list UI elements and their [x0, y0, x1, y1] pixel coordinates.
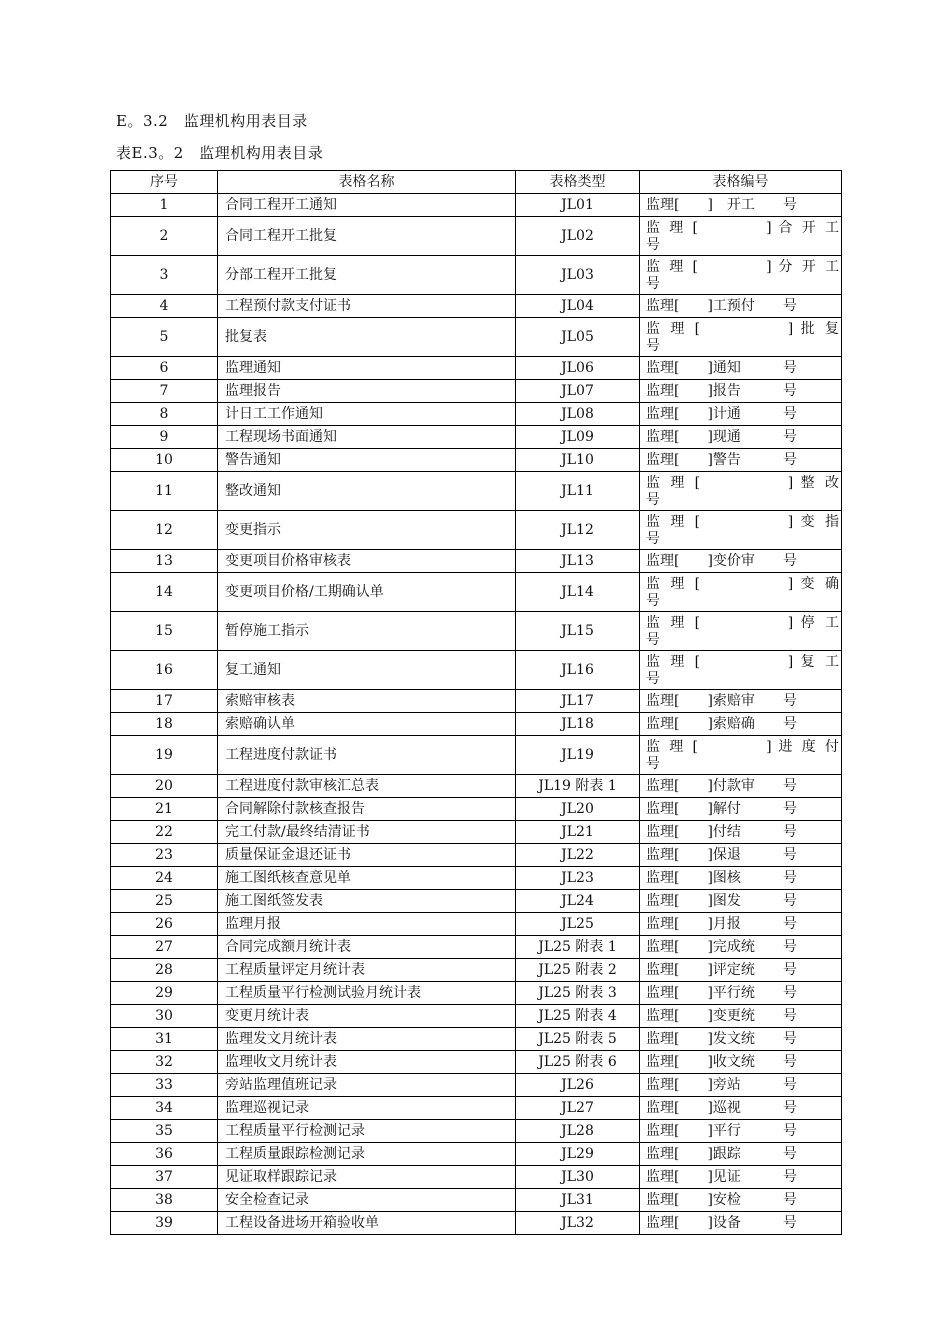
form-code: 监理[ ]报告 号 [640, 380, 842, 403]
col-header-code: 表格编号 [640, 171, 842, 194]
form-code-line2: 号 [646, 337, 660, 354]
form-type: JL17 [516, 690, 640, 713]
form-type: JL03 [516, 256, 640, 295]
form-code [640, 612, 842, 651]
form-name: 合同工程开工通知 [218, 194, 516, 217]
table-row [111, 1120, 842, 1143]
table-row [111, 1166, 842, 1189]
form-name: 计日工工作通知 [218, 403, 516, 426]
form-type: JL25 附表 3 [516, 982, 640, 1005]
form-code: 监理[ ]图发 号 [640, 890, 842, 913]
form-code: 监理[ ]付款审 号 [640, 775, 842, 798]
form-code-line2: 号 [646, 670, 660, 687]
form-type: JL31 [516, 1189, 640, 1212]
row-number: 38 [111, 1189, 218, 1212]
form-code [640, 511, 842, 550]
row-number: 34 [111, 1097, 218, 1120]
form-type: JL01 [516, 194, 640, 217]
form-name: 索赔审核表 [218, 690, 516, 713]
table-row [111, 1097, 842, 1120]
form-code: 监理[ ]设备 号 [640, 1212, 842, 1235]
form-name: 变更项目价格审核表 [218, 550, 516, 573]
table-row [111, 651, 842, 690]
form-type: JL22 [516, 844, 640, 867]
form-code [640, 472, 842, 511]
form-code [640, 217, 842, 256]
form-name: 变更项目价格/工期确认单 [218, 573, 516, 612]
form-type: JL06 [516, 357, 640, 380]
row-number: 7 [111, 380, 218, 403]
form-name: 质量保证金退还证书 [218, 844, 516, 867]
form-code [640, 573, 842, 612]
row-number: 30 [111, 1005, 218, 1028]
form-code [640, 256, 842, 295]
table-row [111, 357, 842, 380]
table-row [111, 511, 842, 550]
table-row [111, 867, 842, 890]
table-row [111, 1005, 842, 1028]
table-row [111, 890, 842, 913]
col-header-no: 序号 [111, 171, 218, 194]
row-number: 10 [111, 449, 218, 472]
form-name: 变更指示 [218, 511, 516, 550]
row-number: 27 [111, 936, 218, 959]
form-type: JL04 [516, 295, 640, 318]
form-code: 监理[ ]发文统 号 [640, 1028, 842, 1051]
table-row [111, 775, 842, 798]
row-number: 20 [111, 775, 218, 798]
form-code-line2: 号 [646, 491, 660, 508]
form-type: JL07 [516, 380, 640, 403]
form-code: 监理[ ]付结 号 [640, 821, 842, 844]
table-row [111, 959, 842, 982]
form-type: JL32 [516, 1212, 640, 1235]
form-type: JL19 附表 1 [516, 775, 640, 798]
table-row [111, 690, 842, 713]
form-code-line2: 号 [646, 755, 660, 772]
form-type: JL23 [516, 867, 640, 890]
row-number: 8 [111, 403, 218, 426]
form-code-line1: 监 理 [ ] 变 确 [646, 575, 839, 592]
form-code-line2: 号 [646, 275, 660, 292]
form-code: 监理[ ]完成统 号 [640, 936, 842, 959]
row-number: 28 [111, 959, 218, 982]
table-row [111, 217, 842, 256]
form-code: 监理[ ]通知 号 [640, 357, 842, 380]
row-number: 23 [111, 844, 218, 867]
table-row [111, 403, 842, 426]
form-code: 监理[ ]现通 号 [640, 426, 842, 449]
form-code: 监理[ ]平行统 号 [640, 982, 842, 1005]
form-type: JL09 [516, 426, 640, 449]
form-type: JL19 [516, 736, 640, 775]
form-name: 安全检查记录 [218, 1189, 516, 1212]
row-number: 3 [111, 256, 218, 295]
table-row [111, 449, 842, 472]
form-name: 合同工程开工批复 [218, 217, 516, 256]
row-number: 36 [111, 1143, 218, 1166]
form-name: 分部工程开工批复 [218, 256, 516, 295]
table-header-row [111, 171, 842, 194]
form-name: 监理发文月统计表 [218, 1028, 516, 1051]
row-number: 11 [111, 472, 218, 511]
row-number: 13 [111, 550, 218, 573]
form-type: JL25 附表 2 [516, 959, 640, 982]
form-name: 索赔确认单 [218, 713, 516, 736]
col-header-type: 表格类型 [516, 171, 640, 194]
form-name: 工程质量评定月统计表 [218, 959, 516, 982]
form-name: 工程质量平行检测试验月统计表 [218, 982, 516, 1005]
form-code-line2: 号 [646, 631, 660, 648]
row-number: 37 [111, 1166, 218, 1189]
form-code-line1: 监 理 [ ] 复 工 [646, 653, 839, 670]
table-row [111, 426, 842, 449]
form-type: JL25 附表 1 [516, 936, 640, 959]
row-number: 16 [111, 651, 218, 690]
form-name: 工程预付款支付证书 [218, 295, 516, 318]
form-name: 施工图纸核查意见单 [218, 867, 516, 890]
form-type: JL25 附表 5 [516, 1028, 640, 1051]
form-code-line1: 监 理 [ ] 分 开 工 [646, 258, 839, 275]
form-name: 合同解除付款核查报告 [218, 798, 516, 821]
form-type: JL15 [516, 612, 640, 651]
form-code-line2: 号 [646, 530, 660, 547]
row-number: 24 [111, 867, 218, 890]
table-row [111, 194, 842, 217]
table-caption: 表E.3。2 监理机构用表目录 [116, 144, 324, 162]
form-name: 工程质量跟踪检测记录 [218, 1143, 516, 1166]
section-heading: E。3.2 监理机构用表目录 [116, 112, 308, 130]
form-type: JL25 [516, 913, 640, 936]
row-number: 5 [111, 318, 218, 357]
row-number: 12 [111, 511, 218, 550]
form-code: 监理[ ]索赔审 号 [640, 690, 842, 713]
table-row [111, 1074, 842, 1097]
table-row [111, 1212, 842, 1235]
table-row [111, 798, 842, 821]
form-type: JL30 [516, 1166, 640, 1189]
form-code: 监理[ ]解付 号 [640, 798, 842, 821]
form-code-line2: 号 [646, 236, 660, 253]
row-number: 1 [111, 194, 218, 217]
form-name: 工程进度付款证书 [218, 736, 516, 775]
form-code: 监理[ ]旁站 号 [640, 1074, 842, 1097]
form-type: JL25 附表 4 [516, 1005, 640, 1028]
form-code-line1: 监 理 [ ] 批 复 [646, 320, 839, 337]
form-code: 监理[ ] 开工 号 [640, 194, 842, 217]
row-number: 35 [111, 1120, 218, 1143]
form-code: 监理[ ]工预付 号 [640, 295, 842, 318]
form-name: 合同完成额月统计表 [218, 936, 516, 959]
form-name: 监理巡视记录 [218, 1097, 516, 1120]
form-name: 批复表 [218, 318, 516, 357]
row-number: 19 [111, 736, 218, 775]
table-row [111, 1051, 842, 1074]
row-number: 18 [111, 713, 218, 736]
table-row [111, 936, 842, 959]
form-type: JL21 [516, 821, 640, 844]
form-type: JL08 [516, 403, 640, 426]
form-name: 监理月报 [218, 913, 516, 936]
form-code-line1: 监 理 [ ] 进 度 付 [646, 738, 839, 755]
form-type: JL05 [516, 318, 640, 357]
form-code: 监理[ ]见证 号 [640, 1166, 842, 1189]
row-number: 2 [111, 217, 218, 256]
form-name: 监理通知 [218, 357, 516, 380]
form-name: 工程设备进场开箱验收单 [218, 1212, 516, 1235]
row-number: 14 [111, 573, 218, 612]
form-code: 监理[ ]变更统 号 [640, 1005, 842, 1028]
form-type: JL29 [516, 1143, 640, 1166]
col-header-name: 表格名称 [218, 171, 516, 194]
form-code: 监理[ ]评定统 号 [640, 959, 842, 982]
form-code [640, 651, 842, 690]
table-row [111, 736, 842, 775]
form-name: 复工通知 [218, 651, 516, 690]
form-type: JL12 [516, 511, 640, 550]
form-code: 监理[ ]保退 号 [640, 844, 842, 867]
form-code-line1: 监 理 [ ] 合 开 工 [646, 219, 839, 236]
form-type: JL25 附表 6 [516, 1051, 640, 1074]
row-number: 6 [111, 357, 218, 380]
form-code: 监理[ ]计通 号 [640, 403, 842, 426]
form-name: 变更月统计表 [218, 1005, 516, 1028]
table-row [111, 380, 842, 403]
form-type: JL13 [516, 550, 640, 573]
form-name: 监理收文月统计表 [218, 1051, 516, 1074]
form-name: 完工付款/最终结清证书 [218, 821, 516, 844]
form-name: 旁站监理值班记录 [218, 1074, 516, 1097]
form-name: 工程质量平行检测记录 [218, 1120, 516, 1143]
table-row [111, 844, 842, 867]
form-code-line1: 监 理 [ ] 变 指 [646, 513, 839, 530]
form-type: JL27 [516, 1097, 640, 1120]
form-code-line2: 号 [646, 592, 660, 609]
form-code: 监理[ ]跟踪 号 [640, 1143, 842, 1166]
table-row [111, 573, 842, 612]
form-code: 监理[ ]月报 号 [640, 913, 842, 936]
form-type: JL20 [516, 798, 640, 821]
form-name: 整改通知 [218, 472, 516, 511]
row-number: 32 [111, 1051, 218, 1074]
table-row [111, 295, 842, 318]
table-row [111, 821, 842, 844]
form-code-line1: 监 理 [ ] 停 工 [646, 614, 839, 631]
form-name: 工程现场书面通知 [218, 426, 516, 449]
form-name: 警告通知 [218, 449, 516, 472]
form-name: 工程进度付款审核汇总表 [218, 775, 516, 798]
form-code: 监理[ ]图核 号 [640, 867, 842, 890]
forms-directory-table [110, 170, 842, 1235]
form-code: 监理[ ]平行 号 [640, 1120, 842, 1143]
table-row [111, 472, 842, 511]
form-type: JL02 [516, 217, 640, 256]
row-number: 33 [111, 1074, 218, 1097]
table-row [111, 612, 842, 651]
table-row [111, 1189, 842, 1212]
form-code: 监理[ ]变价审 号 [640, 550, 842, 573]
table-row [111, 550, 842, 573]
table-body [111, 194, 842, 1235]
form-type: JL28 [516, 1120, 640, 1143]
form-name: 监理报告 [218, 380, 516, 403]
form-code-line1: 监 理 [ ] 整 改 [646, 474, 839, 491]
table-row [111, 1028, 842, 1051]
row-number: 25 [111, 890, 218, 913]
row-number: 26 [111, 913, 218, 936]
table-row [111, 982, 842, 1005]
row-number: 21 [111, 798, 218, 821]
form-code: 监理[ ]警告 号 [640, 449, 842, 472]
form-type: JL26 [516, 1074, 640, 1097]
row-number: 4 [111, 295, 218, 318]
table-row [111, 913, 842, 936]
row-number: 39 [111, 1212, 218, 1235]
form-code [640, 318, 842, 357]
form-name: 暂停施工指示 [218, 612, 516, 651]
form-type: JL16 [516, 651, 640, 690]
form-name: 见证取样跟踪记录 [218, 1166, 516, 1189]
row-number: 9 [111, 426, 218, 449]
row-number: 22 [111, 821, 218, 844]
form-name: 施工图纸签发表 [218, 890, 516, 913]
row-number: 31 [111, 1028, 218, 1051]
form-type: JL11 [516, 472, 640, 511]
form-type: JL18 [516, 713, 640, 736]
form-code [640, 736, 842, 775]
table-row [111, 1143, 842, 1166]
table-row [111, 318, 842, 357]
row-number: 15 [111, 612, 218, 651]
form-type: JL14 [516, 573, 640, 612]
form-type: JL24 [516, 890, 640, 913]
table-row [111, 256, 842, 295]
table-row [111, 713, 842, 736]
form-code: 监理[ ]巡视 号 [640, 1097, 842, 1120]
form-code: 监理[ ]索赔确 号 [640, 713, 842, 736]
row-number: 17 [111, 690, 218, 713]
form-type: JL10 [516, 449, 640, 472]
row-number: 29 [111, 982, 218, 1005]
form-code: 监理[ ]收文统 号 [640, 1051, 842, 1074]
form-code: 监理[ ]安检 号 [640, 1189, 842, 1212]
